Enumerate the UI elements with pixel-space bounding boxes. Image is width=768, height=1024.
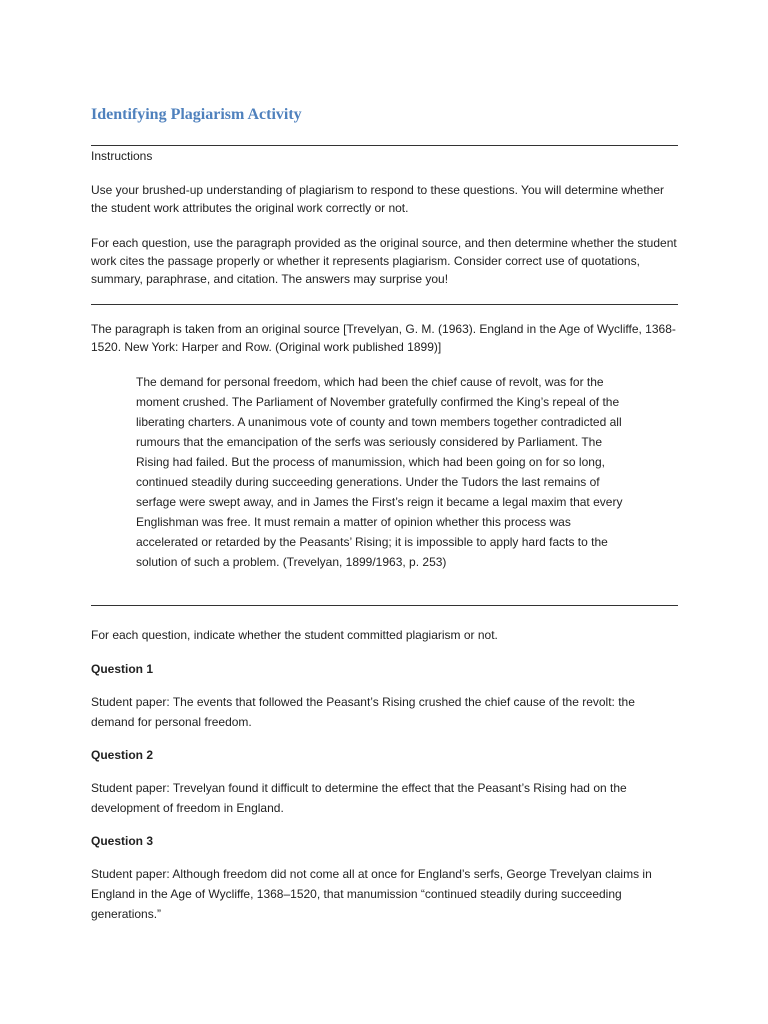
instructions-paragraph-2: For each question, use the paragraph provided as the original source, and then determine whether the student work cites the passage properly or whether it represents plagiarism. Consider correct use of quotations, summary, paraphrase, and citation. The answers may surprise you! xyxy=(91,236,677,286)
page-title: Identifying Plagiarism Activity xyxy=(91,106,302,123)
question-2-text: Student paper: Trevelyan found it difficult to determine the effect that the Peasant’s Rising had on the development of freedom in England. xyxy=(91,781,627,815)
question-1-text: Student paper: The events that followed the Peasant’s Rising crushed the chief cause of the revolt: the demand for personal freedom. xyxy=(91,695,635,729)
source-quote: The demand for personal freedom, which had been the chief cause of revolt, was for the moment crushed. The Parliament of November gratefully confirmed the King’s repeal of the liberating charters. A unanimous vote of county and town members together contradicted all rumours that the emancipation of the serfs was seriously considered by Parliament. The Rising had failed. But the process of manumission, which had been going on for so long, continued steadily during succeeding generations. Under the Tudors the last remains of serfage were swept away, and in James the First’s reign it became a legal maxim that every Englishman was free. It must remain a matter of opinion whether this process was accelerated or retarded by the Peasants’ Rising; it is impossible to apply hard facts to the solution of such a problem. (Trevelyan, 1899/1963, p. 253) xyxy=(136,375,623,569)
divider xyxy=(91,145,678,146)
instructions-heading: Instructions xyxy=(91,149,153,163)
instructions-paragraph-1: Use your brushed-up understanding of plagiarism to respond to these questions. You will determine whether the student work attributes the original work correctly or not. xyxy=(91,183,665,215)
question-3-heading: Question 3 xyxy=(91,834,154,848)
question-1-heading: Question 1 xyxy=(91,662,154,676)
source-citation: The paragraph is taken from an original source [Trevelyan, G. M. (1963). England in the Age of Wycliffe, 1368-1520. New York: Harper and Row. (Original work published 1899)] xyxy=(91,322,676,354)
question-3-text: Student paper: Although freedom did not come all at once for England’s serfs, George Trevelyan claims in England in the Age of Wycliffe, 1368–1520, that manumission “continued steadily during succeeding generations.” xyxy=(91,867,652,921)
question-2-heading: Question 2 xyxy=(91,748,154,762)
divider xyxy=(91,304,678,305)
questions-intro: For each question, indicate whether the student committed plagiarism or not. xyxy=(91,628,498,642)
divider xyxy=(91,605,678,606)
